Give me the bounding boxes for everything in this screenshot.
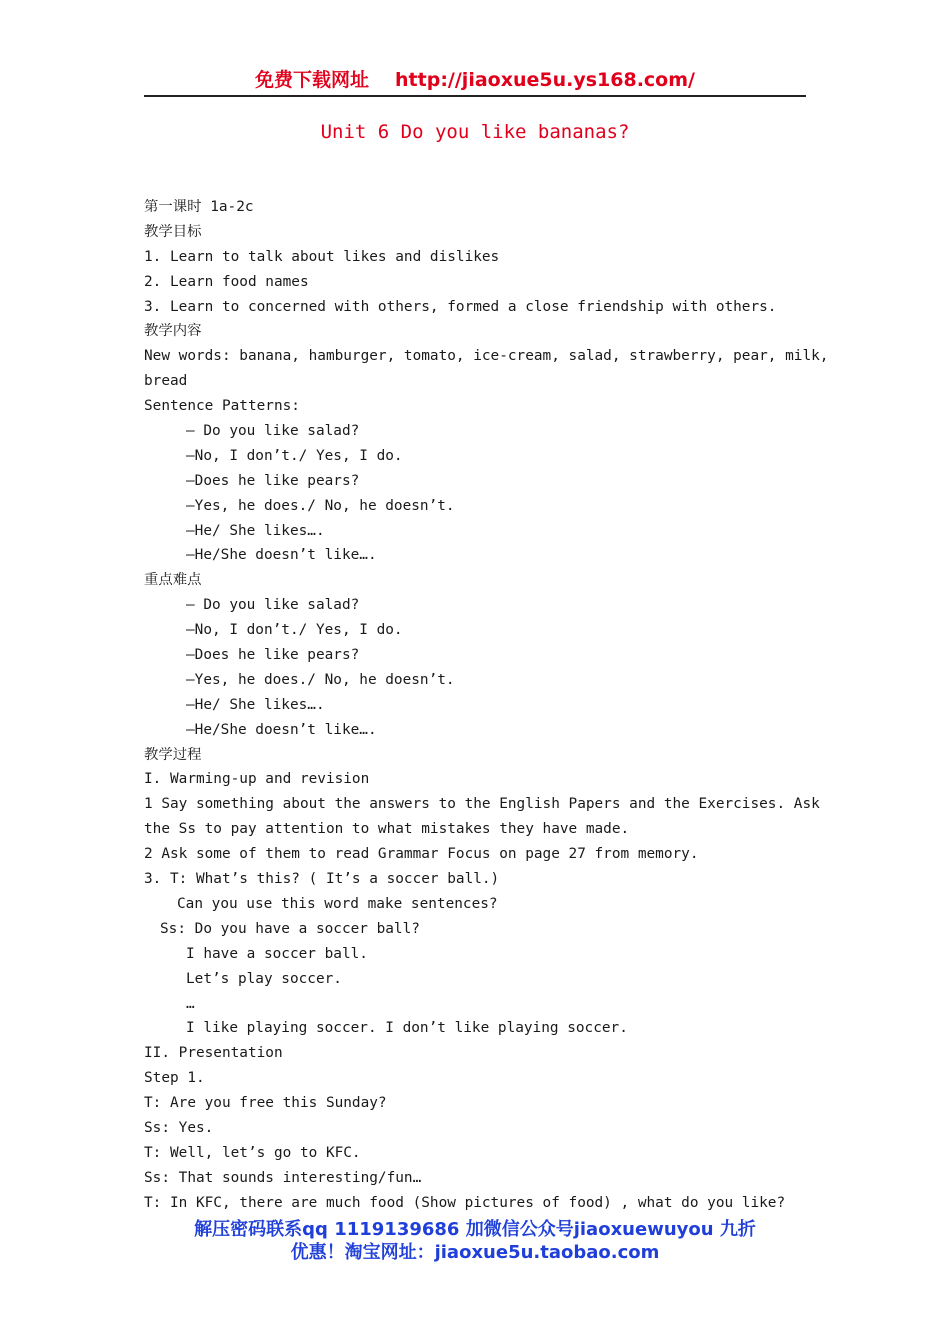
text-line: T: In KFC, there are much food (Show pictures of food) , what do you like? bbox=[144, 1194, 786, 1211]
text-line: 2 Ask some of them to read Grammar Focus on page 27 from memory. bbox=[144, 846, 699, 863]
text-line: —He/She doesn’t like…. bbox=[186, 547, 377, 564]
text-line: T: Well, let’s go to KFC. bbox=[144, 1144, 361, 1161]
text-line: — Do you like salad? bbox=[186, 423, 360, 440]
text-line: —Does he like pears? bbox=[186, 647, 360, 664]
text-line: Ss: That sounds interesting/fun… bbox=[144, 1169, 422, 1186]
text-line: —No, I don’t./ Yes, I do. bbox=[186, 622, 403, 639]
text-line: 1 Say something about the answers to the English Papers and the Exercises. Ask bbox=[144, 796, 820, 813]
text-line: 第一课时 1a-2c bbox=[144, 199, 254, 215]
page-footer bbox=[144, 1218, 806, 1264]
document-body bbox=[144, 195, 829, 1216]
text-line: —Yes, he does./ No, he doesn’t. bbox=[186, 671, 455, 688]
text-line: 重点难点 bbox=[144, 572, 202, 589]
text-line: II. Presentation bbox=[144, 1045, 283, 1062]
text-line: 1. Learn to talk about likes and dislikes bbox=[144, 248, 500, 265]
footer-line-2: 优惠！淘宝网址：jiaoxue5u.taobao.com bbox=[290, 1242, 660, 1263]
text-line: New words: banana, hamburger, tomato, ice-cream, salad, strawberry, pear, milk, bbox=[144, 348, 829, 365]
text-line: 3. Learn to concerned with others, formed a close friendship with others. bbox=[144, 298, 777, 315]
text-line: I. Warming-up and revision bbox=[144, 771, 370, 788]
text-line: 3. T: What’s this? ( It’s a soccer ball.) bbox=[144, 871, 500, 888]
text-line: bread bbox=[144, 373, 188, 390]
text-line: 教学过程 bbox=[144, 746, 202, 763]
text-line: Ss: Yes. bbox=[144, 1119, 214, 1136]
text-line: Ss: Do you have a soccer ball? bbox=[160, 920, 420, 937]
text-line: —He/She doesn’t like…. bbox=[186, 721, 377, 738]
page-header bbox=[144, 66, 806, 97]
text-line: I have a soccer ball. bbox=[186, 945, 368, 962]
text-line: Step 1. bbox=[144, 1070, 205, 1087]
text-line: … bbox=[186, 995, 195, 1012]
text-line: Let’s play soccer. bbox=[186, 970, 342, 987]
text-line: 教学内容 bbox=[144, 323, 202, 340]
text-line: the Ss to pay attention to what mistakes they have made. bbox=[144, 821, 630, 838]
footer-line-1: 解压密码联系qq 1119139686 加微信公众号jiaoxuewuyou 九折 bbox=[194, 1219, 756, 1240]
text-line: Can you use this word make sentences? bbox=[177, 895, 498, 912]
text-line: 2. Learn food names bbox=[144, 273, 309, 290]
header-url-link[interactable]: http://jiaoxue5u.ys168.com/ bbox=[395, 69, 695, 91]
text-line: T: Are you free this Sunday? bbox=[144, 1095, 387, 1112]
text-line: —He/ She likes…. bbox=[186, 696, 325, 713]
header-label: 免费下载网址 bbox=[255, 69, 370, 91]
text-line: I like playing soccer. I don’t like playing soccer. bbox=[186, 1020, 628, 1037]
document-title: Unit 6 Do you like bananas? bbox=[320, 121, 630, 143]
text-line: 教学目标 bbox=[144, 223, 202, 240]
text-line: —He/ She likes…. bbox=[186, 522, 325, 539]
text-line: —No, I don’t./ Yes, I do. bbox=[186, 447, 403, 464]
text-line: —Yes, he does./ No, he doesn’t. bbox=[186, 497, 455, 514]
text-line: —Does he like pears? bbox=[186, 472, 360, 489]
text-line: — Do you like salad? bbox=[186, 597, 360, 614]
text-line: Sentence Patterns: bbox=[144, 398, 300, 415]
